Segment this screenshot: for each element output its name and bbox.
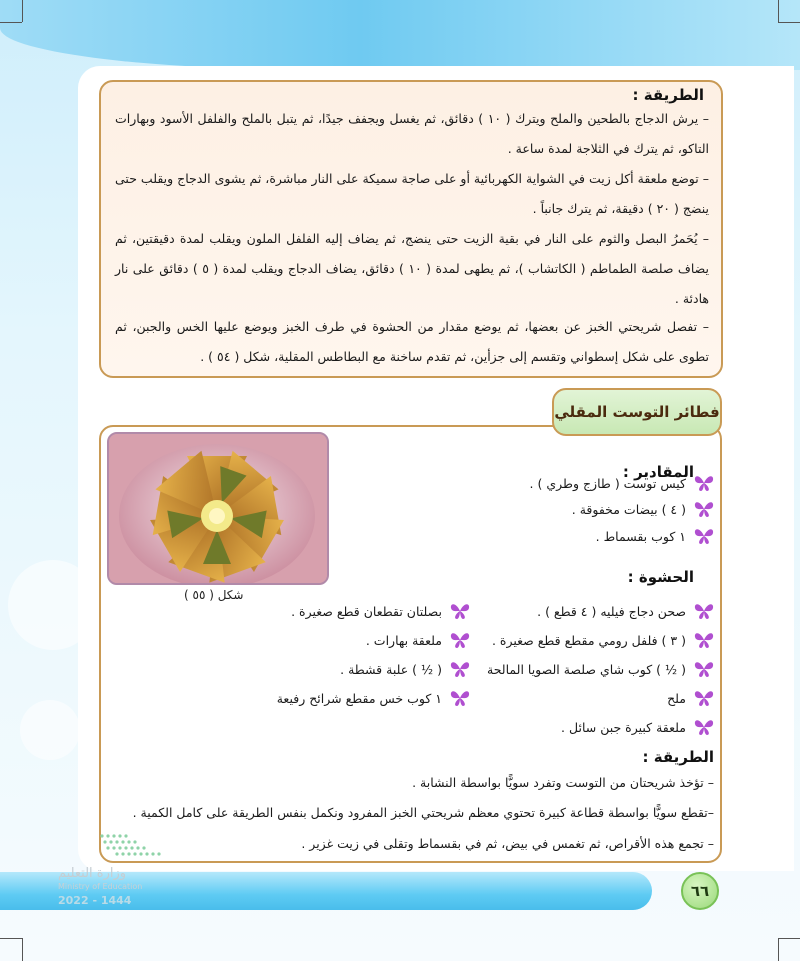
filling-item	[291, 602, 470, 620]
butterfly-icon	[694, 527, 714, 545]
method-paragraph-4: – تفصل شريحتي الخبز عن بعضها، ثم يوضع مقدار من الحشوة في طرف الخبز ويوضع عليها الخس والجبن، ثم تطوى على شكل إسطواني وتقسم إلى جزأين، ثم تقدم ساخنة مع البطاطس المقلية، شكل ( ٥٤ ) .	[115, 319, 709, 364]
ingredient-label: ( ٤ ) بيضات مخفوقة .	[571, 501, 686, 517]
fried-toast-pies-image	[109, 434, 329, 585]
ingredient-label: ١ كوب بقسماط .	[595, 528, 686, 544]
crop-mark	[778, 0, 779, 22]
filling-item	[487, 660, 714, 678]
filling-item	[492, 631, 714, 649]
butterfly-icon	[694, 474, 714, 492]
figure-caption: شكل ( ٥٥ )	[184, 588, 244, 602]
filling-label: بصلتان تقطعان قطع صغيرة .	[291, 603, 442, 619]
decor-circle	[20, 700, 80, 760]
filling-item	[667, 689, 714, 707]
edition-year: 2022 - 1444	[58, 894, 132, 907]
crop-mark	[0, 22, 22, 23]
butterfly-icon	[694, 602, 714, 620]
filling-label: ( ٣ ) فلفل رومي مقطع قطع صغيرة .	[491, 632, 686, 648]
filling-item	[366, 631, 470, 649]
butterfly-icon	[694, 689, 714, 707]
crop-mark	[0, 938, 22, 939]
butterfly-icon	[450, 602, 470, 620]
filling-item	[340, 660, 470, 678]
filling-item	[277, 689, 470, 707]
recipe-method-step-1: – تؤخذ شريحتان من التوست وتفرد سويًّا بواسطة النشابة .	[412, 775, 714, 790]
ministry-name: وزارة التعليم	[58, 866, 127, 881]
crop-mark	[778, 938, 779, 961]
butterfly-icon	[450, 689, 470, 707]
page-number: ٦٦	[681, 872, 719, 910]
filling-label: صحن دجاج فيليه ( ٤ قطع ) .	[537, 603, 686, 619]
header-wave	[0, 0, 800, 70]
butterfly-icon	[694, 500, 714, 518]
recipe-method-step-3: – تجمع هذه الأقراص، ثم تغمس في بيض، ثم في بقسماط وتقلى في زيت غزير .	[301, 836, 714, 851]
recipe-title: فطائر التوست المقلي	[552, 388, 722, 436]
ingredient-item	[572, 500, 714, 518]
filling-label: ١ كوب خس مقطع شرائح رفيعة	[276, 690, 442, 706]
ingredient-item	[530, 474, 714, 492]
ingredient-label: كيس توست ( طازج وطري ) .	[529, 475, 686, 491]
butterfly-icon	[450, 631, 470, 649]
ingredient-item	[596, 527, 714, 545]
butterfly-icon	[694, 718, 714, 736]
filling-label: ( ½ ) علبة قشطة .	[340, 661, 442, 677]
recipe-method-step-2: –تقطع سويًّا بواسطة قطاعة كبيرة تحتوي معظم شريحتي الخبز المفرود ونكمل بنفس الطريقة على كامل الكمية .	[132, 805, 714, 820]
filling-heading: الحشوة :	[627, 568, 694, 586]
filling-item	[537, 602, 714, 620]
butterfly-icon	[694, 660, 714, 678]
crop-mark	[778, 22, 800, 23]
butterfly-icon	[450, 660, 470, 678]
method-paragraph-2: – توضع ملعقة أكل زيت في الشواية الكهربائية أو على صاجة سميكة على النار مباشرة، ثم يشوى الدجاج ويقلب حتى ينضج ( ٢٠ ) دقيقة، ثم يترك جانباً .	[115, 171, 709, 216]
recipe-photo	[107, 432, 329, 585]
method-paragraph-1: – يرش الدجاج بالطحين والملح ويترك ( ١٠ ) دقائق، ثم يغسل ويجفف جيدًا، ثم يتبل بالملح والفلفل الأسود وبهارات التاكو، ثم يترك في الثلاجة لمدة ساعة .	[115, 111, 709, 156]
method-heading: الطريقة :	[632, 86, 704, 104]
ingredients-heading: المقادير :	[622, 463, 694, 481]
filling-label: ملعقة بهارات .	[365, 632, 442, 648]
crop-mark	[22, 938, 23, 961]
filling-label: ( ½ ) كوب شاي صلصة الصويا المالحة	[487, 661, 686, 677]
ministry-dots-logo	[98, 830, 166, 860]
butterfly-icon	[694, 631, 714, 649]
filling-label: ملعقة كبيرة جبن سائل .	[561, 719, 686, 735]
crop-mark	[22, 0, 23, 22]
filling-label: ملح	[667, 690, 686, 706]
crop-mark	[778, 938, 800, 939]
method-paragraph-3: – يُحَمرُ البصل والثوم على النار في بقية الزيت حتى ينضج، ثم يضاف إليه الفلفل الملون ويقلب لمدة دقيقتين، ثم يضاف صلصة الطماطم ( الكاتشاب )، ثم يطهى لمدة ( ١٠ ) دقائق، يضاف الدجاج ويقلب لمدة ( ٥ ) دقائق على نار هادئة .	[115, 231, 709, 306]
recipe-method-heading: الطريقة :	[642, 748, 714, 766]
filling-item	[561, 718, 714, 736]
ministry-name-en: Ministry of Education	[58, 882, 143, 891]
